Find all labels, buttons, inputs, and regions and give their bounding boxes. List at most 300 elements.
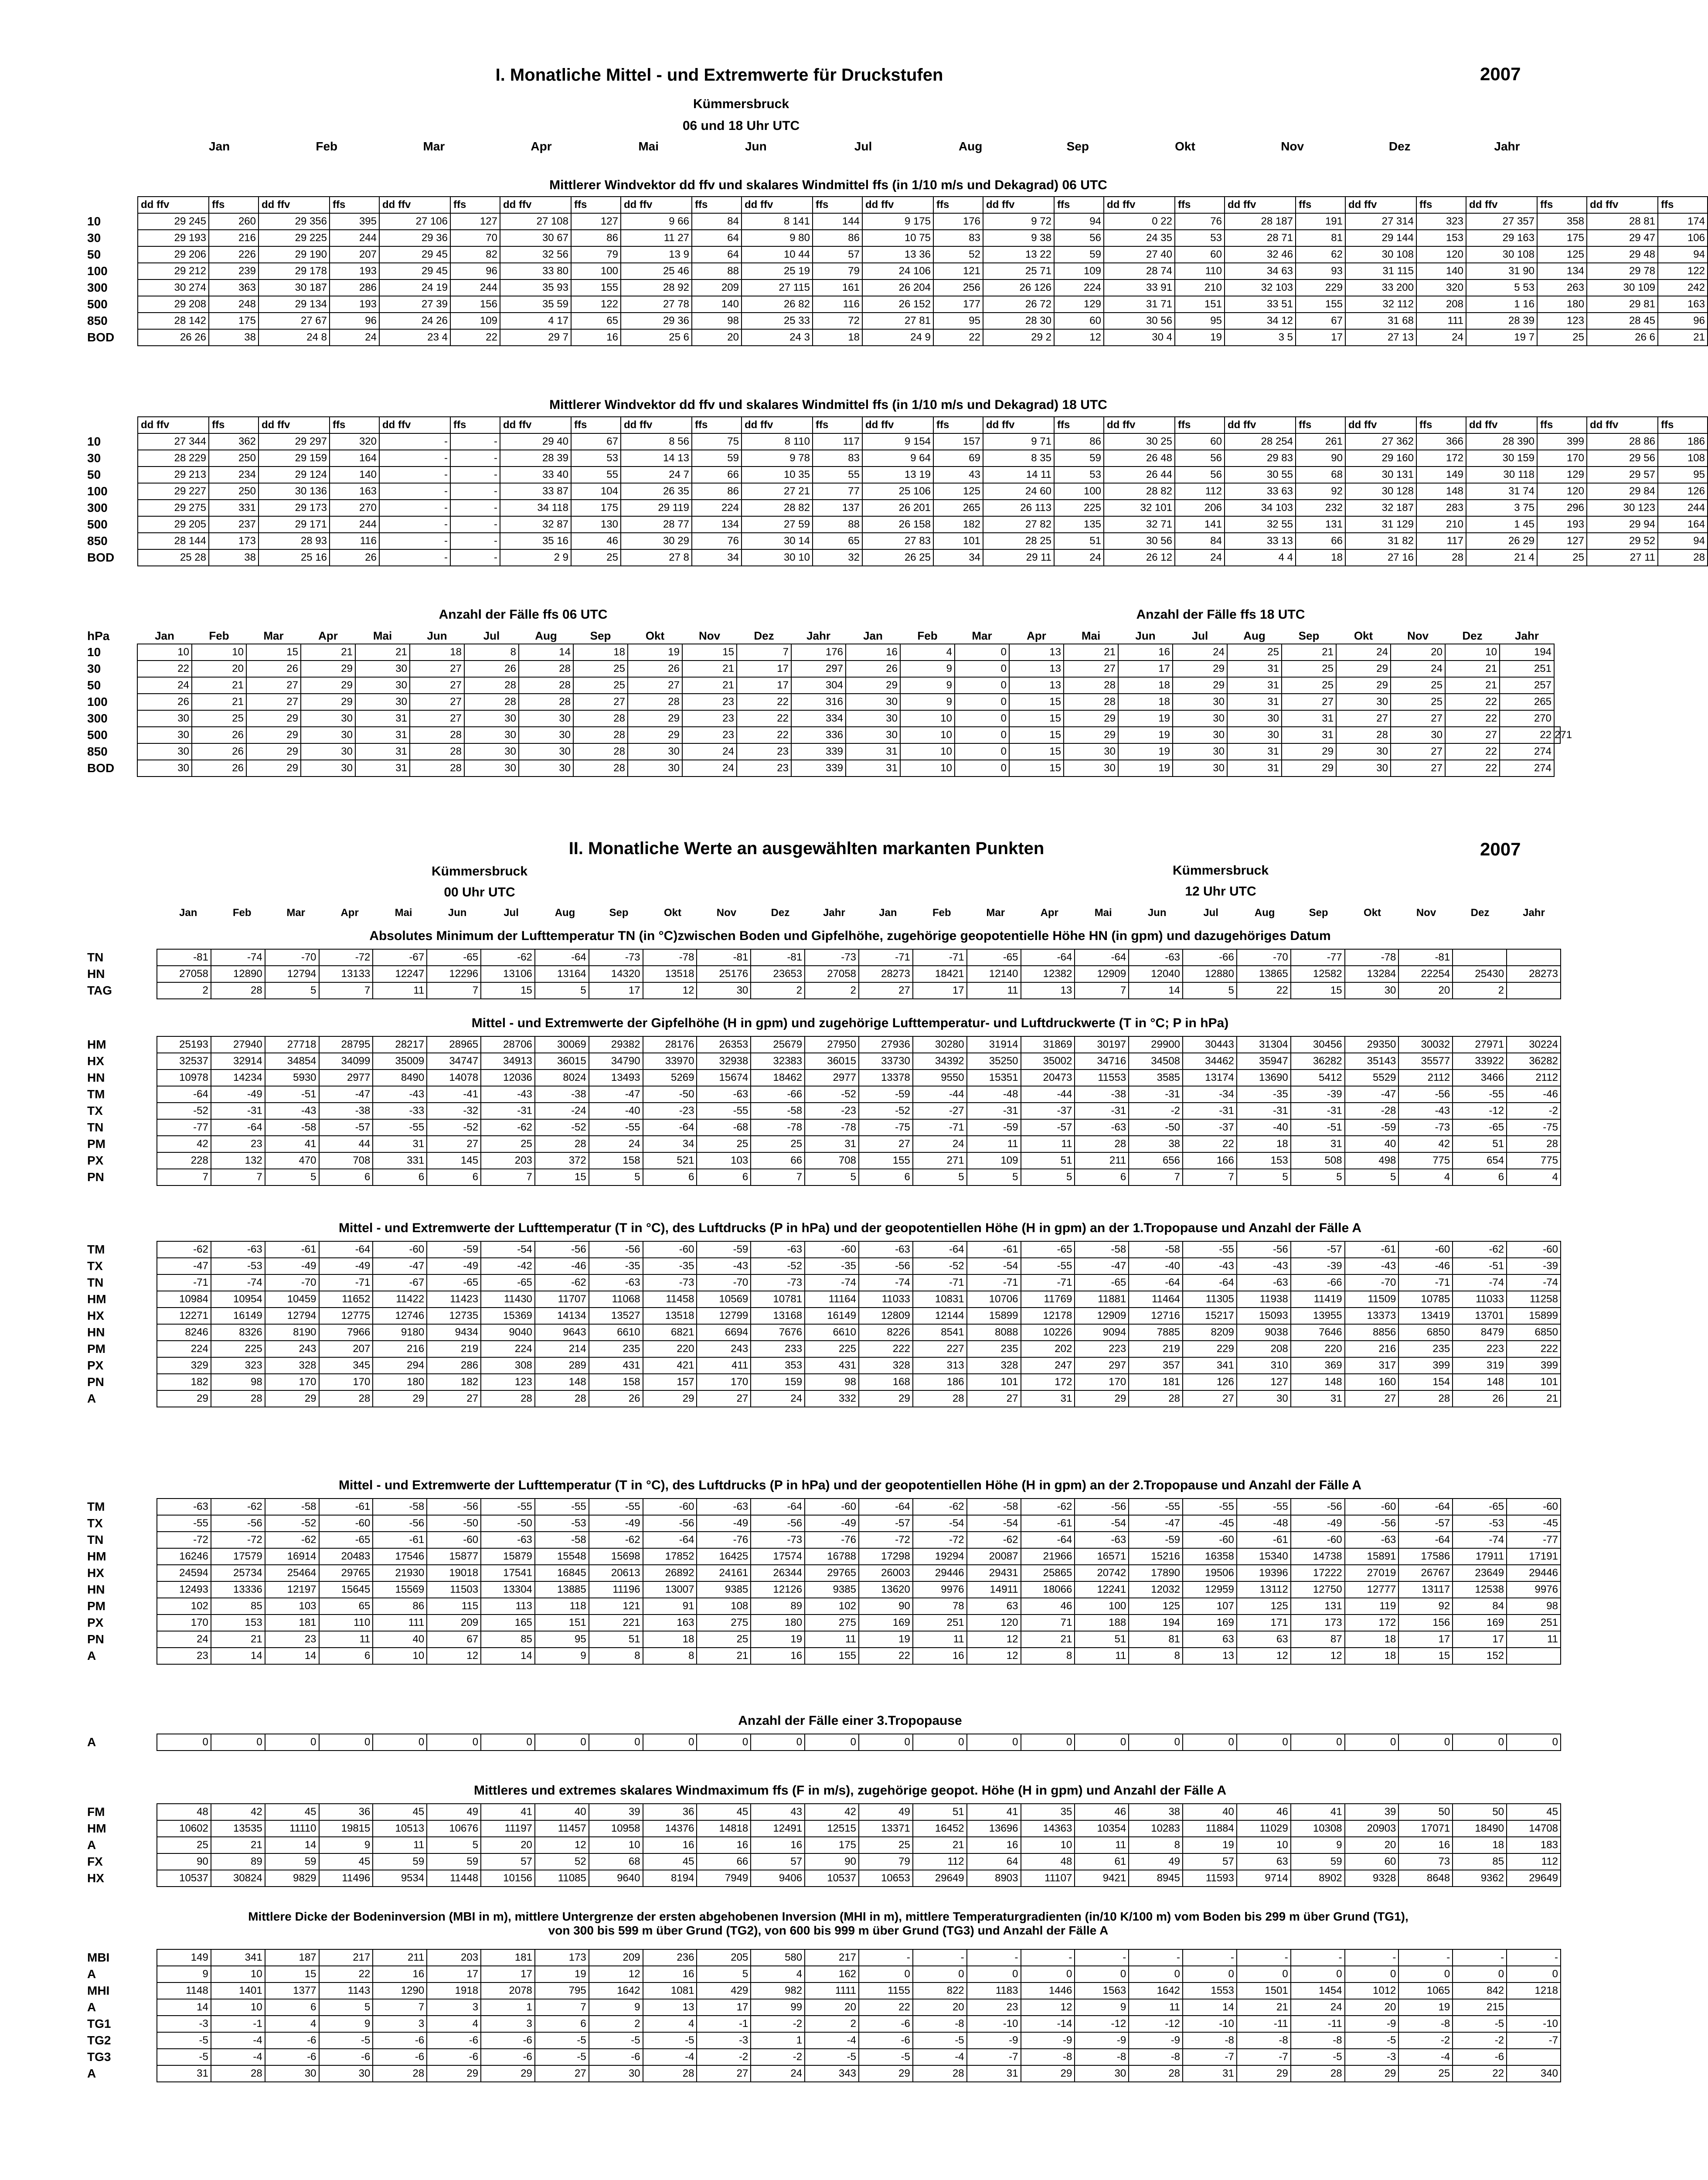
value-cell: -	[450, 516, 500, 533]
value-cell: 1	[481, 1999, 535, 2016]
value-cell: 8945	[1129, 1870, 1183, 1887]
value-cell: 32 103	[1225, 279, 1296, 296]
value-cell: 27058	[157, 966, 211, 982]
value-cell: 0 22	[1104, 213, 1175, 230]
value-cell: 30 25	[1104, 433, 1175, 450]
value-cell: 319	[1453, 1357, 1507, 1374]
value-cell: 15674	[697, 1070, 751, 1086]
value-cell: -38	[319, 1103, 373, 1119]
value-cell: 22	[859, 1999, 913, 2016]
value-cell: 209	[692, 279, 742, 296]
value-cell: 107	[1183, 1598, 1237, 1615]
value-cell: 708	[805, 1152, 859, 1169]
block-table	[87, 1036, 1561, 1186]
value-cell: -7	[1237, 2049, 1291, 2065]
value-cell: 29 134	[259, 296, 330, 313]
value-cell: 112	[1507, 1853, 1561, 1870]
row-label: TM	[87, 1243, 105, 1256]
ffs-header: ffs	[1175, 417, 1225, 433]
count-cell: 28	[519, 694, 573, 710]
value-cell: 29765	[319, 1565, 373, 1581]
value-cell: 41	[967, 1804, 1021, 1820]
value-cell: 470	[265, 1152, 319, 1169]
value-cell: -67	[373, 949, 427, 966]
value-cell: 310	[1237, 1357, 1291, 1374]
value-cell: 5	[805, 1169, 859, 1185]
value-cell: 411	[697, 1357, 751, 1374]
value-cell: -58	[265, 1119, 319, 1136]
count-cell: 18	[410, 644, 464, 661]
value-cell: 59	[1291, 1853, 1345, 1870]
value-cell: 216	[373, 1341, 427, 1357]
value-cell: 182	[427, 1374, 481, 1390]
value-cell: 5	[913, 1169, 967, 1185]
count-cell: 30	[355, 677, 410, 694]
value-cell: 33 87	[500, 483, 571, 500]
value-cell: -61	[265, 1241, 319, 1258]
value-cell: 28 142	[138, 313, 209, 329]
value-cell: 7	[373, 1999, 427, 2016]
value-cell: 34 118	[500, 500, 571, 516]
value-cell: 13	[1183, 1648, 1237, 1664]
value-cell: 12036	[481, 1070, 535, 1086]
value-cell: 8194	[643, 1870, 697, 1887]
count-cell: 27	[573, 694, 628, 710]
value-cell: -2	[751, 2016, 805, 2032]
block-title: Mittleres und extremes skalares Windmaximum ffs (F in m/s), zugehörige geopot. Höhe (H in gpm) und Anzahl der Fälle A	[473, 1783, 1227, 1798]
value-cell: 28 144	[138, 533, 209, 549]
count-header: Jahr	[1500, 628, 1554, 644]
value-cell: 13865	[1237, 966, 1291, 982]
row-label: TG3	[87, 2050, 111, 2064]
value-cell: 2	[751, 982, 805, 999]
value-cell: 129	[1054, 296, 1104, 313]
value-cell: 170	[157, 1615, 211, 1631]
month-label: Sep	[1066, 140, 1089, 153]
value-cell: 19506	[1183, 1565, 1237, 1581]
dd-ffv-header: dd ffv	[742, 197, 813, 213]
value-cell: 17852	[643, 1548, 697, 1565]
row-label: HX	[87, 1871, 104, 1885]
value-cell: 30 56	[1104, 313, 1175, 329]
value-cell: 7	[1183, 1169, 1237, 1185]
value-cell: 24 35	[1104, 230, 1175, 246]
value-cell: 235	[967, 1341, 1021, 1357]
value-cell: 126	[1658, 483, 1708, 500]
value-cell: 8903	[967, 1870, 1021, 1887]
value-cell: 119	[1345, 1598, 1399, 1615]
value-cell: 163	[643, 1615, 697, 1631]
value-cell: -	[1183, 1949, 1237, 1966]
value-cell: 163	[1658, 296, 1708, 313]
value-cell: -2	[1398, 2032, 1453, 2049]
value-cell: 10602	[157, 1820, 211, 1837]
value-cell: 193	[330, 263, 379, 279]
value-cell: -35	[643, 1258, 697, 1274]
value-cell: 431	[805, 1357, 859, 1374]
dd-ffv-header: dd ffv	[862, 197, 933, 213]
value-cell: 17541	[481, 1565, 535, 1581]
value-cell: 521	[643, 1152, 697, 1169]
value-cell: 182	[157, 1374, 211, 1390]
value-cell: 1081	[643, 1982, 697, 1999]
value-cell: 12	[1237, 1648, 1291, 1664]
value-cell: 88	[813, 516, 862, 533]
value-cell: -54	[913, 1515, 967, 1532]
dd-ffv-header: dd ffv	[983, 197, 1054, 213]
value-cell: 18421	[913, 966, 967, 982]
value-cell: 27 357	[1466, 213, 1537, 230]
value-cell: 45	[373, 1804, 427, 1820]
count-cell: 30	[137, 743, 192, 760]
value-cell: 31	[805, 1136, 859, 1152]
value-cell: 27718	[265, 1036, 319, 1053]
value-cell: 3 75	[1466, 500, 1537, 516]
value-cell: 25 19	[742, 263, 813, 279]
value-cell: 69	[933, 450, 983, 467]
value-cell: 12	[643, 982, 697, 999]
count-cell: 31	[355, 743, 410, 760]
value-cell: 39	[589, 1804, 643, 1820]
value-cell: 9 72	[983, 213, 1054, 230]
empty-cell	[1507, 949, 1561, 966]
value-cell: -5	[535, 2049, 589, 2065]
value-cell: 260	[209, 213, 259, 230]
value-cell: 30 131	[1345, 467, 1416, 483]
value-cell: 1642	[589, 1982, 643, 1999]
value-cell: -44	[1021, 1086, 1075, 1103]
value-cell: 5269	[643, 1070, 697, 1086]
value-cell: 100	[1054, 483, 1104, 500]
value-cell: 141	[1175, 516, 1225, 533]
value-cell: -12	[1075, 2016, 1129, 2032]
value-cell: -78	[643, 949, 697, 966]
value-cell: 328	[265, 1357, 319, 1374]
count-header: Aug	[1227, 628, 1282, 644]
value-cell: 24	[1416, 329, 1466, 346]
count-cell: 29	[246, 727, 301, 743]
count-cell: 29	[1282, 760, 1336, 777]
value-cell: -63	[1129, 949, 1183, 966]
count-cell: 29	[1173, 661, 1227, 677]
value-cell: 31914	[967, 1036, 1021, 1053]
value-cell: -62	[1453, 1241, 1507, 1258]
value-cell: 28 86	[1587, 433, 1658, 450]
value-cell: -60	[643, 1241, 697, 1258]
value-cell: 98	[692, 313, 742, 329]
value-cell: 32 71	[1104, 516, 1175, 533]
pressure-level: BOD	[87, 761, 115, 775]
row-label: HX	[87, 1309, 104, 1322]
value-cell: 157	[643, 1374, 697, 1390]
value-cell: -62	[157, 1241, 211, 1258]
value-cell: 113	[481, 1598, 535, 1615]
value-cell: -33	[373, 1103, 427, 1119]
row-label: HX	[87, 1054, 104, 1068]
value-cell: 211	[373, 1949, 427, 1966]
value-cell: 0	[1237, 1966, 1291, 1982]
value-cell: 120	[1537, 483, 1587, 500]
value-cell: 23	[265, 1631, 319, 1648]
count-cell: 31	[1282, 727, 1336, 743]
count-cell: 25	[1282, 661, 1336, 677]
value-cell: 2	[1453, 982, 1507, 999]
value-cell: 92	[1296, 483, 1345, 500]
count-cell: 26	[192, 727, 246, 743]
value-cell: 28	[211, 1390, 265, 1407]
count-cell: 30	[1173, 694, 1227, 710]
value-cell: 12582	[1291, 966, 1345, 982]
value-cell: 9	[157, 1966, 211, 1982]
value-cell: 10156	[481, 1870, 535, 1887]
count-cell: 10	[1445, 644, 1500, 661]
value-cell: 13373	[1345, 1308, 1399, 1324]
value-cell: 32537	[157, 1053, 211, 1070]
value-cell: 21	[211, 1631, 265, 1648]
value-cell: 63	[967, 1598, 1021, 1615]
count-cell: 31	[846, 760, 900, 777]
value-cell: -78	[805, 1119, 859, 1136]
value-cell: 0	[481, 1734, 535, 1751]
value-cell: 27 59	[742, 516, 813, 533]
value-cell: 172	[1416, 450, 1466, 467]
value-cell: 19815	[319, 1820, 373, 1837]
value-cell: -5	[913, 2032, 967, 2049]
value-cell: -56	[1398, 1086, 1453, 1103]
value-cell: 5	[265, 1169, 319, 1185]
value-cell: -56	[1291, 1499, 1345, 1515]
value-cell: 156	[450, 296, 500, 313]
value-cell: 70	[450, 230, 500, 246]
value-cell: 6	[265, 1999, 319, 2016]
value-cell: 12775	[319, 1308, 373, 1324]
value-cell: 1290	[373, 1982, 427, 1999]
value-cell: -5	[589, 2032, 643, 2049]
value-cell: 24	[589, 1136, 643, 1152]
value-cell: 11197	[481, 1820, 535, 1837]
value-cell: -52	[913, 1258, 967, 1274]
value-cell: -55	[481, 1499, 535, 1515]
row-label: TN	[87, 1533, 104, 1546]
ffs-header: ffs	[571, 197, 621, 213]
value-cell: 14708	[1507, 1820, 1561, 1837]
count-cell: 18	[1118, 677, 1173, 694]
value-cell: 29 48	[1587, 246, 1658, 263]
value-cell: -60	[427, 1532, 481, 1548]
value-cell: 15217	[1183, 1308, 1237, 1324]
value-cell: 29 83	[1225, 450, 1296, 467]
count-cell: 30	[1227, 710, 1282, 727]
value-cell: 51	[1075, 1631, 1129, 1648]
ffs-header: ffs	[1416, 417, 1466, 433]
block-title: Anzahl der Fälle einer 3.Tropopause	[738, 1713, 962, 1728]
value-cell: 229	[1296, 279, 1345, 296]
value-cell: -	[1291, 1949, 1345, 1966]
count-cell: 27	[410, 677, 464, 694]
value-cell: -47	[319, 1086, 373, 1103]
value-cell: 49	[1129, 1853, 1183, 1870]
value-cell: 10537	[805, 1870, 859, 1887]
value-cell: -9	[967, 2032, 1021, 2049]
value-cell: 29 124	[259, 467, 330, 483]
count-cell: 28	[519, 661, 573, 677]
value-cell: -3	[1345, 2049, 1399, 2065]
count-cell: 0	[955, 743, 1009, 760]
value-cell: 84	[1175, 533, 1225, 549]
value-cell: 250	[209, 450, 259, 467]
ffs-header: ffs	[571, 417, 621, 433]
value-cell: 27	[1183, 1390, 1237, 1407]
value-cell: 13620	[859, 1581, 913, 1598]
value-cell: 5412	[1291, 1070, 1345, 1086]
month-label: Mar	[423, 140, 445, 153]
count-cell: 339	[791, 760, 846, 777]
value-cell: 56	[1054, 230, 1104, 246]
value-cell: 28 39	[500, 450, 571, 467]
value-cell: 29649	[1507, 1870, 1561, 1887]
value-cell: 180	[373, 1374, 427, 1390]
value-cell: -52	[859, 1103, 913, 1119]
value-cell: 822	[913, 1982, 967, 1999]
value-cell: 29	[373, 1390, 427, 1407]
value-cell: 5	[427, 1837, 481, 1853]
value-cell: 18	[1345, 1648, 1399, 1664]
value-cell: 11085	[535, 1870, 589, 1887]
value-cell: 13 36	[862, 246, 933, 263]
value-cell: -55	[1237, 1499, 1291, 1515]
value-cell: 0	[535, 1734, 589, 1751]
value-cell: 16	[967, 1837, 1021, 1853]
value-cell: 25 106	[862, 483, 933, 500]
value-cell: 140	[330, 467, 379, 483]
count-cell: 27	[1391, 743, 1445, 760]
value-cell: 32 56	[500, 246, 571, 263]
value-cell: -81	[157, 949, 211, 966]
count-header: Jahr	[791, 628, 846, 644]
value-cell: 32 187	[1345, 500, 1416, 516]
value-cell: -64	[643, 1532, 697, 1548]
value-cell: -1	[697, 2016, 751, 2032]
value-cell: -	[1507, 1949, 1561, 1966]
value-cell: -2	[697, 2049, 751, 2065]
value-cell: -71	[157, 1274, 211, 1291]
value-cell: 9	[535, 1648, 589, 1664]
value-cell: 11464	[1129, 1291, 1183, 1308]
count-cell: 28	[410, 743, 464, 760]
value-cell: 15698	[589, 1548, 643, 1565]
value-cell: 775	[1398, 1152, 1453, 1169]
value-cell: -63	[1075, 1532, 1129, 1548]
value-cell: 217	[805, 1949, 859, 1966]
row-label: TX	[87, 1516, 103, 1530]
value-cell: 68	[1296, 467, 1345, 483]
month-label: Jan	[179, 907, 197, 919]
value-cell: 9 154	[862, 433, 933, 450]
value-cell: 15	[481, 982, 535, 999]
value-cell: 23653	[751, 966, 805, 982]
value-cell: 28	[211, 2065, 265, 2082]
value-cell: -	[379, 483, 450, 500]
value-cell: 35 16	[500, 533, 571, 549]
value-cell: 28 93	[259, 533, 330, 549]
value-cell: 28	[373, 2065, 427, 2082]
count-cell: 29	[628, 710, 682, 727]
value-cell: 31869	[1021, 1036, 1075, 1053]
value-cell: 101	[967, 1374, 1021, 1390]
value-cell: 87	[1291, 1631, 1345, 1648]
count-cell: 30	[846, 727, 900, 743]
count-cell: 30	[137, 727, 192, 743]
value-cell: 362	[209, 433, 259, 450]
row-label: TX	[87, 1104, 103, 1117]
count-cell: 28	[573, 743, 628, 760]
value-cell: 14911	[967, 1581, 1021, 1598]
value-cell: -10	[1507, 2016, 1561, 2032]
value-cell: -	[450, 483, 500, 500]
value-cell: 16571	[1075, 1548, 1129, 1565]
value-cell: 41	[481, 1804, 535, 1820]
value-cell: 34913	[481, 1053, 535, 1070]
value-cell: 16	[697, 1837, 751, 1853]
count-cell: 17	[737, 661, 791, 677]
value-cell: 81	[1296, 230, 1345, 246]
month-label: Feb	[316, 140, 338, 153]
value-cell: 40	[535, 1804, 589, 1820]
value-cell: 26767	[1398, 1565, 1453, 1581]
value-cell: 0	[1453, 1734, 1507, 1751]
value-cell: 59	[265, 1853, 319, 1870]
value-cell: 182	[933, 516, 983, 533]
value-cell: -52	[427, 1119, 481, 1136]
value-cell: 66	[692, 467, 742, 483]
value-cell: 28	[535, 1390, 589, 1407]
value-cell: 123	[481, 1374, 535, 1390]
ffs-header: ffs	[1537, 417, 1587, 433]
value-cell: -65	[481, 1274, 535, 1291]
value-cell: 59	[692, 450, 742, 467]
value-cell: 84	[1453, 1598, 1507, 1615]
count-cell: 30	[519, 710, 573, 727]
value-cell: 94	[1054, 213, 1104, 230]
value-cell: -43	[1398, 1103, 1453, 1119]
count-cell: 27	[1064, 661, 1118, 677]
pressure-level: 10	[87, 645, 101, 659]
value-cell: 137	[813, 500, 862, 516]
month-label: Jahr	[1494, 140, 1520, 153]
value-cell: 98	[805, 1374, 859, 1390]
value-cell: 345	[319, 1357, 373, 1374]
count-cell: 31	[355, 760, 410, 777]
value-cell: 29	[265, 1390, 319, 1407]
value-cell: 2977	[805, 1070, 859, 1086]
value-cell: 16452	[913, 1820, 967, 1837]
value-cell: 244	[1658, 500, 1708, 516]
value-cell: 13535	[211, 1820, 265, 1837]
value-cell: 207	[330, 246, 379, 263]
value-cell: 341	[1183, 1357, 1237, 1374]
value-cell: 15879	[481, 1548, 535, 1565]
value-cell: 28 229	[138, 450, 209, 467]
count-cell: 27	[410, 661, 464, 677]
value-cell: 92	[1398, 1598, 1453, 1615]
value-cell: 270	[330, 500, 379, 516]
row-label: FX	[87, 1855, 103, 1868]
count-cell: 26	[246, 661, 301, 677]
value-cell: 59	[427, 1853, 481, 1870]
value-cell: -31	[1237, 1103, 1291, 1119]
value-cell: 22254	[1398, 966, 1453, 982]
value-cell: 12746	[373, 1308, 427, 1324]
